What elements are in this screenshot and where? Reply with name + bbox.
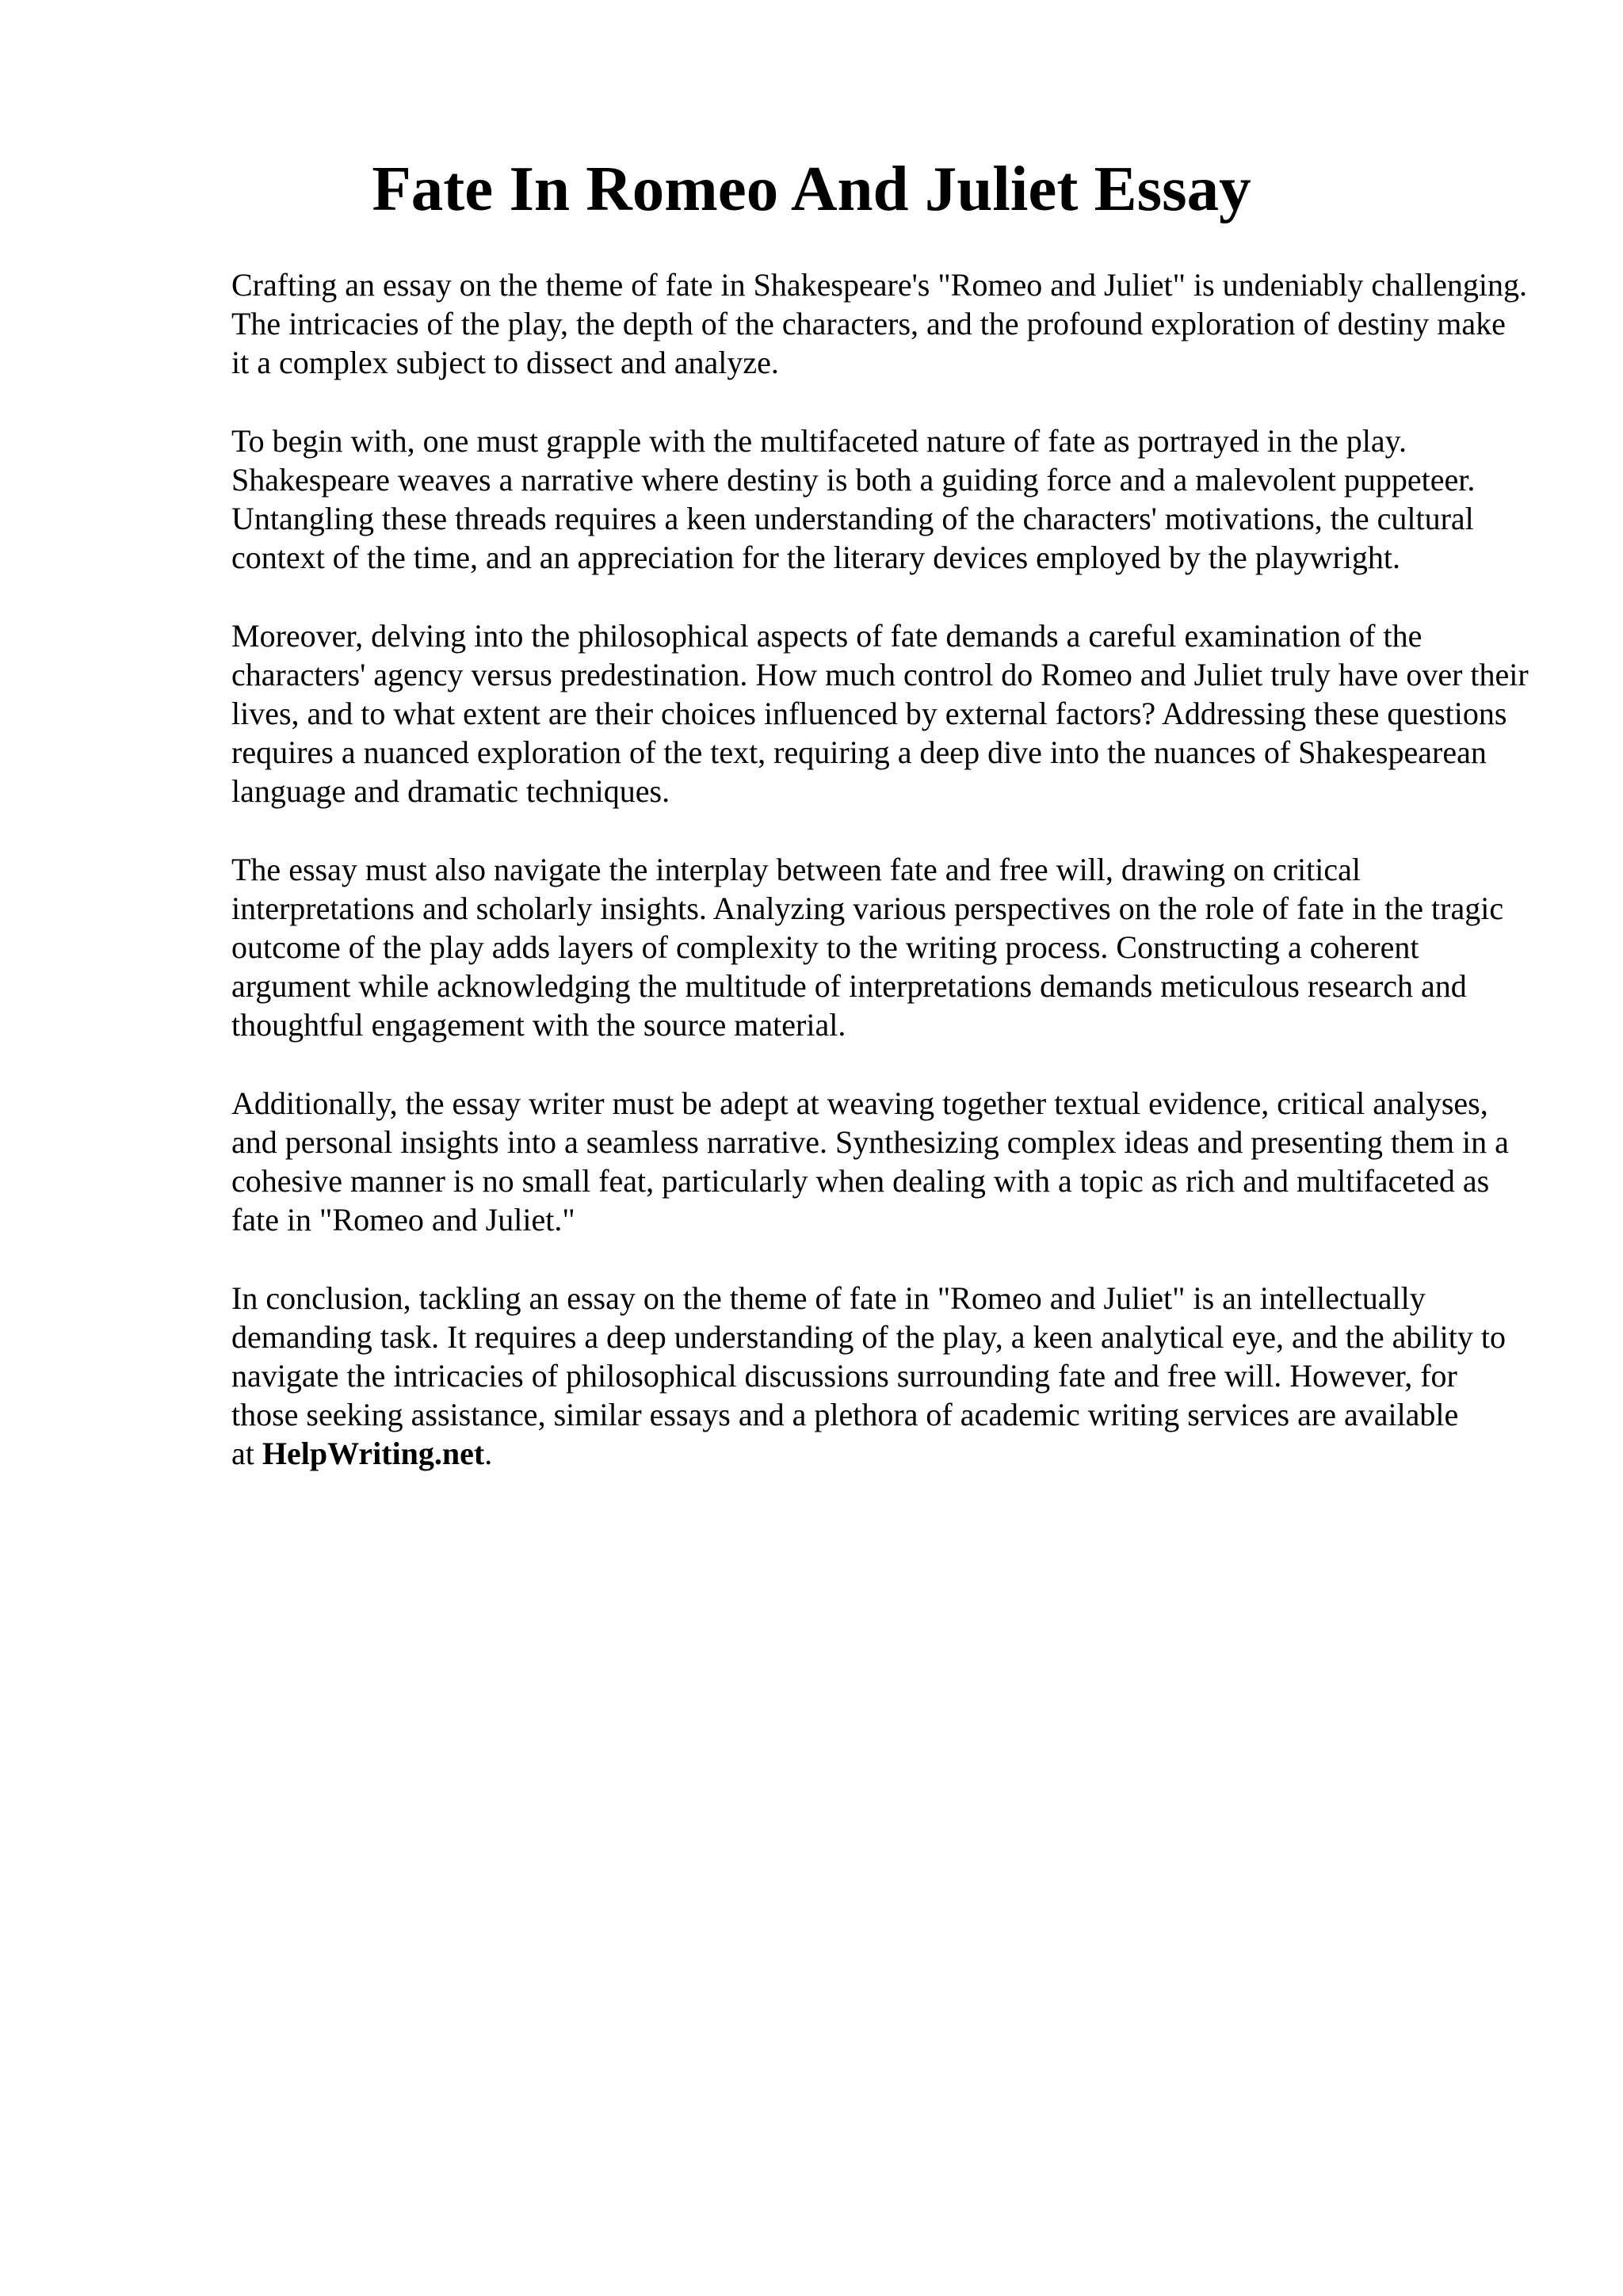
paragraph-conclusion (231, 1279, 1531, 1473)
conclusion-period: . (484, 1436, 493, 1471)
page-title: Fate In Romeo And Juliet Essay (372, 153, 1251, 224)
essay-body (231, 265, 1531, 1512)
paragraph-fate-free-will: The essay must also navigate the interplay between fate and free will, drawing on critical interpretations and scholarly insights. Analyzing various perspectives on the role of fate in the tragic outcome of the play adds layers of complexity to the writing process. Constructing a coherent argument while acknowledging the multitude of interpretations demands meticulous research and thoughtful engagement with the source material. (231, 852, 1504, 1043)
paragraph-intro: Crafting an essay on the theme of fate in Shakespeare's "Romeo and Juliet" is undeniably challenging. The intricacies of the play, the depth of the characters, and the profound exploration of destiny make it a complex subject to dissect and analyze. (231, 267, 1527, 380)
paragraph-synthesis: Additionally, the essay writer must be adept at weaving together textual evidence, critical analyses, and personal insights into a seamless narrative. Synthesizing complex ideas and presenting them in a cohesive manner is no small feat, particularly when dealing with a topic as rich and multifaceted as fate in "Romeo and Juliet." (231, 1085, 1509, 1238)
helpwriting-link[interactable]: HelpWriting.net (262, 1436, 485, 1471)
paragraph-philosophical-aspects: Moreover, delving into the philosophical aspects of fate demands a careful examination of the characters' agency versus predestination. How much control do Romeo and Juliet truly have over their lives, and to what extent are their choices influenced by external factors? Addressing these questions requires a nuanced exploration of the text, requiring a deep dive into the nuances of Shakespearean language and dramatic techniques. (231, 618, 1529, 809)
conclusion-text: In conclusion, tackling an essay on the theme of fate in "Romeo and Juliet" is an intellectually demanding task. It requires a deep understanding of the play, a keen analytical eye, and the ability to navigate the intricacies of philosophical discussions surrounding fate and free will. However, for those seeking assistance, similar essays and a plethora of academic writing services are available at (231, 1280, 1506, 1471)
paragraph-multifaceted-fate: To begin with, one must grapple with the multifaceted nature of fate as portrayed in the play. Shakespeare weaves a narrative where destiny is both a guiding force and a malevolent puppeteer. Untangling these threads requires a keen understanding of the characters' motivations, the cultural context of the time, and an appreciation for the literary devices employed by the playwright. (231, 423, 1476, 575)
